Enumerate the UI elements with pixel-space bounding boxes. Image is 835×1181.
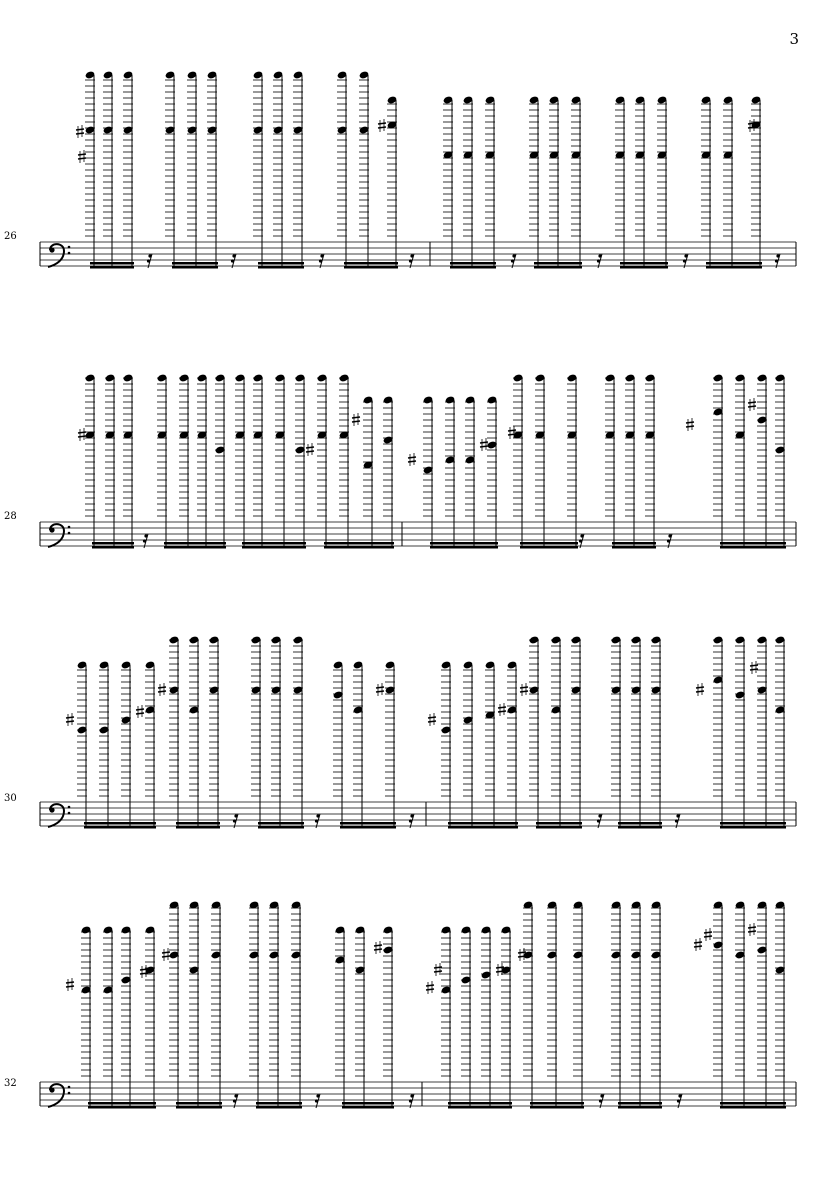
rest-dot — [675, 819, 678, 822]
sharp-icon — [518, 956, 526, 957]
bass-clef-dot — [68, 246, 71, 249]
beam — [258, 262, 304, 265]
beam — [720, 1106, 786, 1109]
rest-dot — [410, 254, 413, 257]
bass-clef-dot — [68, 812, 71, 815]
bass-clef-dot — [68, 532, 71, 535]
beam — [448, 1106, 512, 1109]
sharp-icon — [496, 967, 504, 968]
sharp-icon — [78, 432, 86, 433]
beam — [706, 262, 762, 265]
beam — [324, 542, 394, 545]
sharp-icon — [686, 422, 694, 423]
sharp-icon — [480, 442, 488, 443]
sharp-icon — [686, 426, 694, 427]
beam — [720, 826, 786, 829]
beam — [164, 542, 226, 545]
rest-dot — [315, 819, 318, 822]
rest-dot — [147, 259, 150, 262]
sharp-icon — [498, 711, 506, 712]
measure-number: 32 — [4, 1078, 17, 1089]
sharp-icon — [162, 952, 170, 953]
rest-dot — [410, 814, 413, 817]
beam — [92, 546, 134, 549]
rest-dot — [776, 254, 779, 257]
sharp-icon — [748, 406, 756, 407]
beam — [242, 546, 306, 549]
rest-dot — [148, 254, 151, 257]
sharp-icon — [162, 956, 170, 957]
rest-dot — [598, 254, 601, 257]
bass-clef-dot — [49, 247, 54, 252]
sharp-icon — [378, 127, 386, 128]
beam — [90, 266, 134, 269]
rest-dot — [410, 1094, 413, 1097]
rest-dot — [598, 814, 601, 817]
beam — [176, 1106, 222, 1109]
beam — [534, 262, 582, 265]
bass-clef-icon — [48, 524, 64, 547]
rest-dot — [683, 259, 686, 262]
rest-dot — [409, 259, 412, 262]
beam — [618, 1102, 662, 1105]
rest-dot — [579, 539, 582, 542]
rest-dot — [232, 254, 235, 257]
bass-clef-icon — [48, 1084, 64, 1107]
bass-clef-dot — [68, 806, 71, 809]
beam — [164, 546, 226, 549]
sharp-icon — [696, 691, 704, 692]
sharp-icon — [696, 687, 704, 688]
sharp-icon — [428, 721, 436, 722]
rest-dot — [316, 1094, 319, 1097]
rest-dot — [775, 259, 778, 262]
sharp-icon — [140, 973, 148, 974]
beam — [720, 542, 786, 545]
sharp-icon — [66, 986, 74, 987]
rest-dot — [315, 1099, 318, 1102]
bass-clef-dot — [68, 1092, 71, 1095]
beam — [84, 826, 156, 829]
rest-dot — [233, 1099, 236, 1102]
sharp-icon — [518, 952, 526, 953]
beam — [84, 822, 156, 825]
beam — [88, 1106, 156, 1109]
sharp-icon — [508, 434, 516, 435]
sharp-icon — [158, 687, 166, 688]
beam — [242, 542, 306, 545]
sharp-icon — [426, 989, 434, 990]
beam — [620, 262, 668, 265]
rest-dot — [316, 814, 319, 817]
beam — [536, 826, 582, 829]
beam — [340, 822, 396, 825]
rest-dot — [231, 259, 234, 262]
beam — [520, 542, 578, 545]
beam — [612, 546, 656, 549]
sharp-icon — [704, 932, 712, 933]
sharp-icon — [480, 446, 488, 447]
sharp-icon — [352, 421, 360, 422]
bass-clef-dot — [49, 527, 54, 532]
bass-clef-dot — [49, 1087, 54, 1092]
sharp-icon — [376, 687, 384, 688]
sharp-icon — [78, 436, 86, 437]
sharp-icon — [748, 927, 756, 928]
sharp-icon — [352, 417, 360, 418]
beam — [342, 1106, 394, 1109]
beam — [90, 262, 134, 265]
sharp-icon — [694, 942, 702, 943]
sharp-icon — [140, 969, 148, 970]
sharp-icon — [408, 461, 416, 462]
bass-clef-icon — [48, 244, 64, 267]
sharp-icon — [748, 127, 756, 128]
sharp-icon — [66, 982, 74, 983]
rest-dot — [511, 259, 514, 262]
sharp-icon — [520, 691, 528, 692]
beam — [342, 1102, 394, 1105]
beam — [172, 262, 218, 265]
rest-dot — [409, 819, 412, 822]
sharp-icon — [694, 946, 702, 947]
beam — [450, 266, 496, 269]
sharp-icon — [748, 402, 756, 403]
beam — [530, 1106, 584, 1109]
beam — [612, 542, 656, 545]
sharp-icon — [496, 971, 504, 972]
rest-dot — [597, 259, 600, 262]
sharp-icon — [434, 971, 442, 972]
beam — [176, 1102, 222, 1105]
sharp-icon — [508, 430, 516, 431]
rest-dot — [599, 1099, 602, 1102]
sharp-icon — [520, 687, 528, 688]
bass-clef-dot — [68, 252, 71, 255]
rest-dot — [684, 254, 687, 257]
sharp-icon — [408, 457, 416, 458]
beam — [258, 266, 304, 269]
measure-number: 28 — [4, 511, 17, 522]
bass-clef-dot — [68, 1086, 71, 1089]
sharp-icon — [428, 717, 436, 718]
beam — [448, 826, 518, 829]
rest-dot — [667, 539, 670, 542]
beam — [618, 1106, 662, 1109]
rest-dot — [678, 1094, 681, 1097]
beam — [92, 542, 134, 545]
beam — [618, 826, 662, 829]
beam — [534, 266, 582, 269]
sharp-icon — [374, 945, 382, 946]
rest-dot — [676, 814, 679, 817]
sharp-icon — [750, 669, 758, 670]
beam — [448, 822, 518, 825]
sharp-icon — [704, 936, 712, 937]
beam — [256, 1102, 302, 1105]
rest-dot — [409, 1099, 412, 1102]
sharp-icon — [378, 123, 386, 124]
beam — [450, 262, 496, 265]
rest-dot — [677, 1099, 680, 1102]
sharp-icon — [750, 665, 758, 666]
sharp-icon — [158, 691, 166, 692]
sharp-icon — [66, 717, 74, 718]
sharp-icon — [136, 713, 144, 714]
beam — [176, 826, 220, 829]
beam — [256, 1106, 302, 1109]
beam — [344, 262, 398, 265]
sharp-icon — [748, 123, 756, 124]
beam — [324, 546, 394, 549]
rest-dot — [512, 254, 515, 257]
beam — [258, 822, 304, 825]
beam — [720, 822, 786, 825]
measure-number: 30 — [4, 793, 17, 804]
beam — [340, 826, 396, 829]
sharp-icon — [78, 158, 86, 159]
beam — [720, 546, 786, 549]
rest-dot — [143, 539, 146, 542]
sharp-icon — [136, 709, 144, 710]
rest-dot — [320, 254, 323, 257]
beam — [536, 822, 582, 825]
sharp-icon — [306, 451, 314, 452]
page-number: 3 — [789, 30, 799, 48]
rest-dot — [233, 819, 236, 822]
bass-clef-dot — [49, 807, 54, 812]
sharp-icon — [498, 707, 506, 708]
beam — [720, 1102, 786, 1105]
rest-dot — [597, 819, 600, 822]
beam — [430, 542, 498, 545]
beam — [530, 1102, 584, 1105]
sharp-icon — [78, 154, 86, 155]
sharp-icon — [374, 949, 382, 950]
beam — [620, 266, 668, 269]
bass-clef-icon — [48, 804, 64, 827]
bass-clef-dot — [68, 526, 71, 529]
beam — [618, 822, 662, 825]
sharp-icon — [306, 447, 314, 448]
beam — [172, 266, 218, 269]
beam — [344, 266, 398, 269]
sharp-icon — [66, 721, 74, 722]
rest-dot — [600, 1094, 603, 1097]
sharp-icon — [76, 129, 84, 130]
rest-dot — [668, 534, 671, 537]
beam — [430, 546, 498, 549]
beam — [258, 826, 304, 829]
sharp-icon — [76, 133, 84, 134]
rest-dot — [319, 259, 322, 262]
rest-dot — [234, 814, 237, 817]
rest-dot — [144, 534, 147, 537]
beam — [448, 1102, 512, 1105]
beam — [88, 1102, 156, 1105]
sharp-icon — [434, 967, 442, 968]
sharp-icon — [376, 691, 384, 692]
beam — [520, 546, 578, 549]
beam — [706, 266, 762, 269]
sharp-icon — [426, 985, 434, 986]
beam — [176, 822, 220, 825]
rest-dot — [580, 534, 583, 537]
rest-dot — [234, 1094, 237, 1097]
measure-number: 26 — [4, 231, 17, 242]
sharp-icon — [748, 931, 756, 932]
